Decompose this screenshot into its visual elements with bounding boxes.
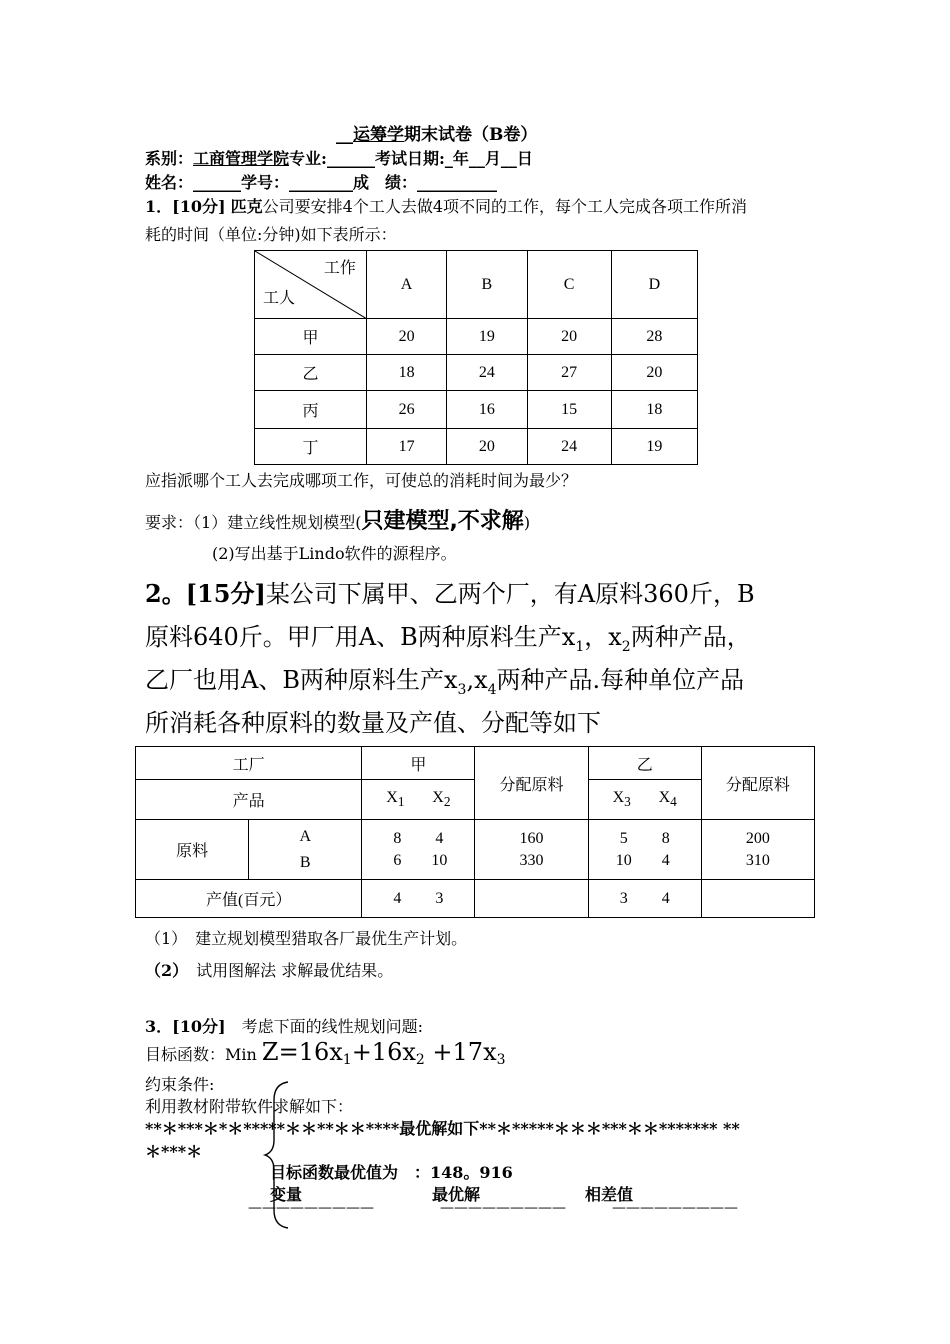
worker-cell: 乙 xyxy=(255,355,367,391)
factory-label: 工厂 xyxy=(136,747,362,780)
title-rest: 期末试卷（B卷） xyxy=(404,125,538,145)
q1-intro-line1 xyxy=(145,194,747,217)
q2-line4: 所消耗各种原料的数量及产值、分配等如下 xyxy=(145,709,601,737)
q2-sub2: 2 xyxy=(621,638,631,655)
q2-production-table xyxy=(135,746,815,918)
dash-opt: ————————— xyxy=(440,1200,566,1216)
b-alloc2: 310 xyxy=(745,851,770,869)
score-label: 成 绩： xyxy=(353,173,418,192)
q2-line1 xyxy=(145,574,755,609)
name-line xyxy=(145,170,497,193)
req1-pre: （1）建立线性规划模型( xyxy=(193,513,362,532)
id-label: 学号： xyxy=(241,173,290,192)
q2-line2a: 原料640斤。甲厂用A、B两种原料生产x xyxy=(145,623,576,651)
col-header-c: C xyxy=(527,251,611,319)
q3-software-line: 利用教材附带软件求解如下： xyxy=(145,1097,354,1116)
q2-line2 xyxy=(145,617,751,655)
exam-title xyxy=(336,120,537,145)
obj-sub-1: 1 xyxy=(342,1052,352,1069)
table-row xyxy=(255,319,698,355)
a-alloc1: 160 xyxy=(519,829,544,847)
time-cell: 26 xyxy=(366,391,446,429)
id-blank: ________ xyxy=(289,173,354,192)
title-subject: 运筹学 xyxy=(353,125,404,145)
obj-label: 目标函数：Min xyxy=(145,1045,262,1064)
date-year: _年 xyxy=(444,149,469,168)
q2-line2b: ，x xyxy=(584,623,622,651)
time-cell: 20 xyxy=(611,355,697,391)
q1-number: 1．[10分] xyxy=(145,197,226,216)
material-a: A xyxy=(299,827,312,845)
req-label: 要求： xyxy=(145,513,194,532)
alloc-label-2: 分配原料 xyxy=(701,747,814,820)
q3-constraint-label: 约束条件: xyxy=(145,1075,215,1094)
material-label: 原料 xyxy=(136,820,249,880)
worker-cell: 丙 xyxy=(255,391,367,429)
q3-intro xyxy=(145,1014,423,1037)
time-cell: 19 xyxy=(611,429,697,465)
major-label: 专业: xyxy=(289,149,327,168)
q2-line3a: 乙厂也用A、B两种原料生产x xyxy=(145,666,458,694)
q3-stars-line1: **＊***＊*＊*****＊＊**＊＊****最优解如下**＊*****＊＊＊***＊＊******* ** xyxy=(145,1119,740,1138)
q1-author: 匹克 xyxy=(230,197,263,216)
time-cell: 16 xyxy=(447,391,527,429)
plant-a-label: 甲 xyxy=(362,747,475,780)
time-cell: 19 xyxy=(447,319,527,355)
dash-var: ————————— xyxy=(248,1200,374,1216)
x2-label: X xyxy=(432,788,444,806)
title-blank: __ xyxy=(336,125,353,145)
table-row xyxy=(255,391,698,429)
col-header-diff: 相差值 xyxy=(585,1185,634,1204)
col-header-d: D xyxy=(611,251,697,319)
out-x2: 3 xyxy=(435,889,444,907)
plant-a-output xyxy=(362,880,475,918)
plant-a-usage xyxy=(362,820,475,880)
score-blank: __________ xyxy=(417,173,498,192)
time-cell: 18 xyxy=(611,391,697,429)
q2-requirement-2 xyxy=(145,958,393,981)
plant-b-output xyxy=(588,880,701,918)
corner-top-label: 工作 xyxy=(323,260,356,277)
name-label: 姓名： xyxy=(145,173,194,192)
x3-label: X xyxy=(612,788,625,806)
b-x2: 10 xyxy=(431,851,448,869)
material-names xyxy=(249,820,362,880)
product-label: 产品 xyxy=(136,780,362,820)
col-header-b: B xyxy=(447,251,527,319)
b-x4: 4 xyxy=(661,851,670,869)
alloc-output-2 xyxy=(701,880,814,918)
q2-line3 xyxy=(145,660,744,698)
q1-time-table xyxy=(254,250,698,465)
q2-line2c: 两种产品， xyxy=(630,623,751,651)
corner-bottom-label: 工人 xyxy=(263,290,296,307)
q2-sub1: 1 xyxy=(575,638,585,655)
plant-b-usage xyxy=(588,820,701,880)
out-x4: 4 xyxy=(661,889,670,907)
obj-sub-3: 3 xyxy=(496,1052,506,1069)
worker-cell: 甲 xyxy=(255,319,367,355)
q3-stars-line2: ＊***＊ xyxy=(145,1142,203,1161)
time-cell: 24 xyxy=(527,429,611,465)
worker-cell: 丁 xyxy=(255,429,367,465)
x3-sub: 3 xyxy=(624,794,631,810)
out-x1: 4 xyxy=(393,889,402,907)
col-header-optimal: 最优解 xyxy=(432,1185,481,1204)
x4-label: X xyxy=(658,788,671,806)
q2-number: 2。[15分] xyxy=(145,579,266,608)
plant-b-vars xyxy=(588,780,701,820)
q1-requirement-2: (2)写出基于Lindo软件的源程序。 xyxy=(212,544,457,563)
time-cell: 15 xyxy=(527,391,611,429)
var-x3 xyxy=(601,789,643,810)
q1-requirement-1 xyxy=(145,504,530,535)
req2-num: （2） xyxy=(145,961,181,980)
obj-term-1: Z=16x xyxy=(261,1038,343,1066)
q2-line1-text: 某公司下属甲、乙两个厂，有A原料360斤，B xyxy=(265,580,755,608)
q2-line3c: 两种产品.每种单位产品 xyxy=(496,666,745,694)
b-alloc1: 330 xyxy=(519,851,544,869)
table-row xyxy=(255,429,698,465)
q1-question: 应指派哪个工人去完成哪项工作，可使总的消耗时间为最少？ xyxy=(145,471,578,490)
time-cell: 27 xyxy=(527,355,611,391)
obj-term-3: +17x xyxy=(424,1038,497,1066)
q2-sub3: 3 xyxy=(457,681,467,698)
alloc-values-2 xyxy=(701,820,814,880)
a-x3: 5 xyxy=(619,829,628,847)
a-x2: 4 xyxy=(435,829,444,847)
col-header-a: A xyxy=(366,251,446,319)
x1-sub: 1 xyxy=(397,794,405,810)
plant-b-label: 乙 xyxy=(588,747,701,780)
col-header-variable: 变量 xyxy=(270,1185,303,1204)
table-row xyxy=(255,355,698,391)
a-alloc2: 200 xyxy=(745,829,770,847)
time-cell: 24 xyxy=(447,355,527,391)
time-cell: 20 xyxy=(366,319,446,355)
req2-text: 试用图解法 求解最优结果。 xyxy=(180,961,394,980)
time-cell: 17 xyxy=(366,429,446,465)
q2-sub4: 4 xyxy=(487,681,497,698)
time-cell: 28 xyxy=(611,319,697,355)
date-month: __月 xyxy=(468,149,501,168)
var-x4 xyxy=(647,789,689,810)
time-cell: 20 xyxy=(447,429,527,465)
name-blank: ______ xyxy=(193,173,242,192)
x1-label: X xyxy=(386,788,398,806)
alloc-values-1 xyxy=(475,820,588,880)
dept-line xyxy=(145,146,533,169)
var-x1 xyxy=(374,789,416,810)
req1-bold: 只建模型,不求解 xyxy=(361,509,524,534)
a-x4: 8 xyxy=(661,829,670,847)
q3-objective xyxy=(145,1038,506,1068)
var-x2 xyxy=(420,789,462,810)
date-day: __日 xyxy=(500,149,533,168)
out-x3: 3 xyxy=(619,889,628,907)
b-x3: 10 xyxy=(615,851,632,869)
alloc-output-1 xyxy=(475,880,588,918)
q1-intro-line2: 耗的时间（单位:分钟)如下表所示： xyxy=(145,225,397,244)
output-label: 产值(百元） xyxy=(136,880,362,918)
dept-value: 工商管理学院 xyxy=(193,149,290,168)
material-b: B xyxy=(299,853,311,871)
q3-text: 考虑下面的线性规划问题: xyxy=(241,1017,423,1036)
q2-requirement-1: （1） 建立规划模型猎取各厂最优生产计划。 xyxy=(145,929,468,948)
x4-sub: 4 xyxy=(670,794,677,810)
alloc-label-1: 分配原料 xyxy=(475,747,588,820)
dept-label: 系别： xyxy=(145,149,194,168)
q2-line3b: ,x xyxy=(466,666,488,694)
obj-sub-2: 2 xyxy=(415,1052,425,1069)
a-x1: 8 xyxy=(393,829,402,847)
x2-sub: 2 xyxy=(443,794,451,810)
q3-optimal-value: 目标函数最优值为 ：148。916 xyxy=(270,1163,513,1182)
date-label: 考试日期: xyxy=(374,149,445,168)
q1-text1: 公司要安排4个工人去做4项不同的工作，每个工人完成各项工作所消 xyxy=(262,197,748,216)
plant-a-vars xyxy=(362,780,475,820)
dash-diff: ————————— xyxy=(612,1200,738,1216)
major-blank: ______ xyxy=(326,149,375,168)
q3-number: 3．[10分] xyxy=(145,1017,226,1036)
time-cell: 20 xyxy=(527,319,611,355)
time-cell: 18 xyxy=(366,355,446,391)
q1-corner-cell xyxy=(255,251,367,319)
obj-term-2: +16x xyxy=(351,1038,416,1066)
b-x1: 6 xyxy=(393,851,402,869)
req1-post: ) xyxy=(523,513,531,532)
